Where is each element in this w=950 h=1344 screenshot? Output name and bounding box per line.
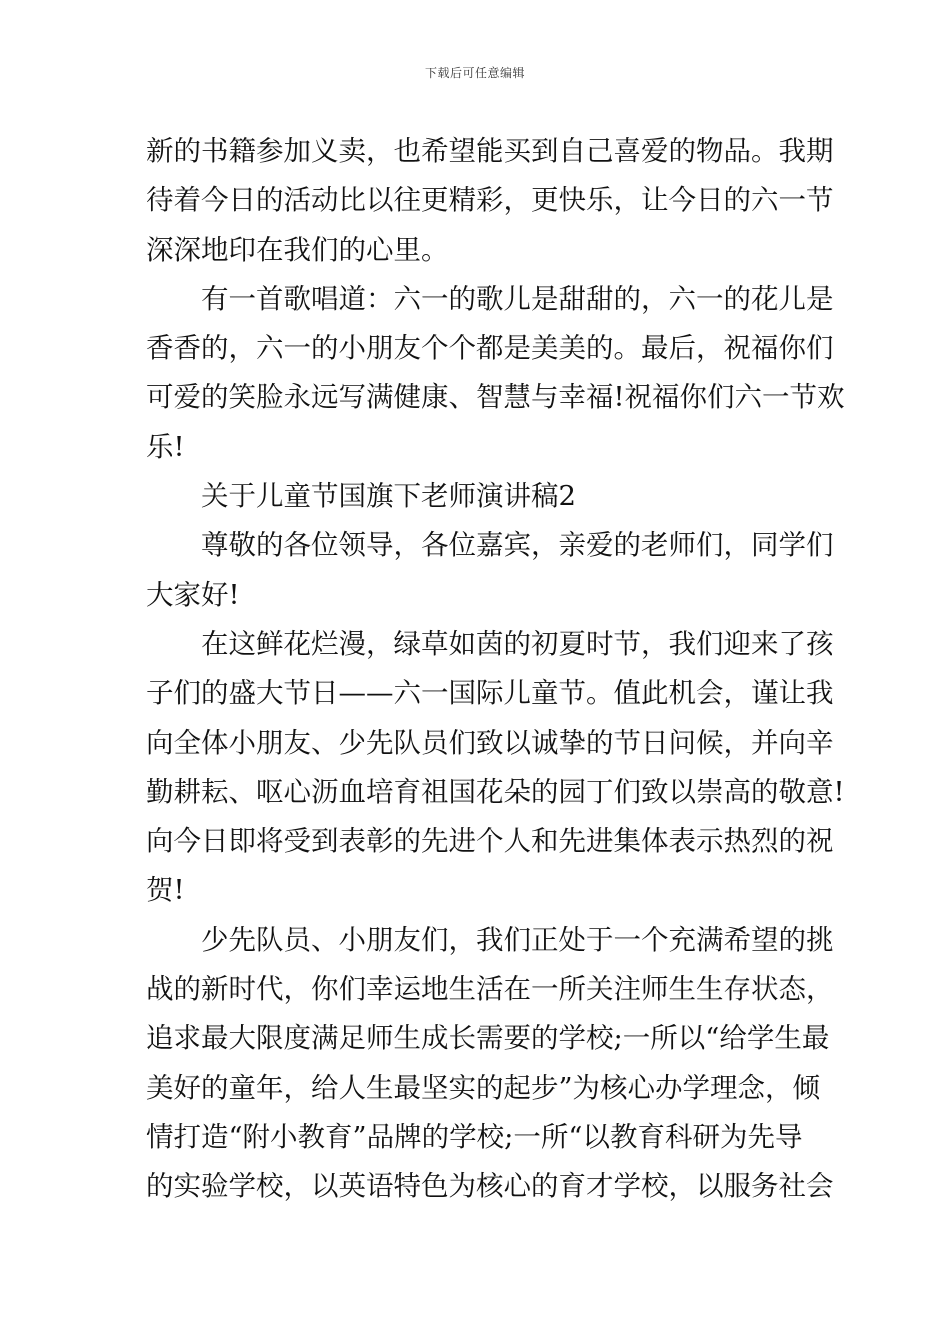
document-body xyxy=(146,127,845,1212)
section-title: 关于儿童节国旗下老师演讲稿2 xyxy=(201,480,576,513)
text-line: 情打造“附小教育”品牌的学校;一所“以教育科研为先导 xyxy=(146,1120,803,1153)
paragraph-first-line: 尊敬的各位领导，各位嘉宾，亲爱的老师们，同学们 xyxy=(201,529,834,562)
page-header-note: 下载后可任意编辑 xyxy=(424,66,525,80)
text-line: 新的书籍参加义卖，也希望能买到自己喜爱的物品。我期 xyxy=(146,135,834,167)
text-line: 向今日即将受到表彰的先进个人和先进集体表示热烈的祝 xyxy=(146,825,834,858)
text-line: 乐! xyxy=(146,430,185,463)
text-line: 可爱的笑脸永远写满健康、智慧与幸福!祝福你们六一节欢 xyxy=(146,381,845,414)
text-line: 大家好! xyxy=(146,578,240,611)
text-line: 深深地印在我们的心里。 xyxy=(146,233,449,266)
text-line: 香香的，六一的小朋友个个都是美美的。最后，祝福你们 xyxy=(146,332,834,365)
text-line: 战的新时代，你们幸运地生活在一所关注师生生存状态， xyxy=(146,973,834,1006)
text-line: 的实验学校，以英语特色为核心的育才学校，以服务社会 xyxy=(146,1170,834,1203)
paragraph-first-line: 少先队员、小朋友们，我们正处于一个充满希望的挑 xyxy=(201,923,834,956)
text-line: 贺! xyxy=(146,874,185,907)
text-line: 待着今日的活动比以往更精彩，更快乐，让今日的六一节 xyxy=(146,184,834,217)
text-line: 向全体小朋友、少先队员们致以诚挚的节日问候，并向辛 xyxy=(146,726,834,759)
paragraph-first-line: 在这鲜花烂漫，绿草如茵的初夏时节，我们迎来了孩 xyxy=(201,627,834,660)
text-line: 美好的童年，给人生最坚实的起步”为核心办学理念，倾 xyxy=(146,1071,821,1104)
text-line: 勤耕耘、呕心沥血培育祖国花朵的园丁们致以崇高的敬意! xyxy=(146,775,845,808)
paragraph-first-line: 有一首歌唱道：六一的歌儿是甜甜的，六一的花儿是 xyxy=(201,282,834,315)
text-line: 子们的盛大节日——六一国际儿童节。值此机会，谨让我 xyxy=(146,677,834,710)
text-line: 追求最大限度满足师生成长需要的学校;一所以“给学生最 xyxy=(146,1022,830,1055)
